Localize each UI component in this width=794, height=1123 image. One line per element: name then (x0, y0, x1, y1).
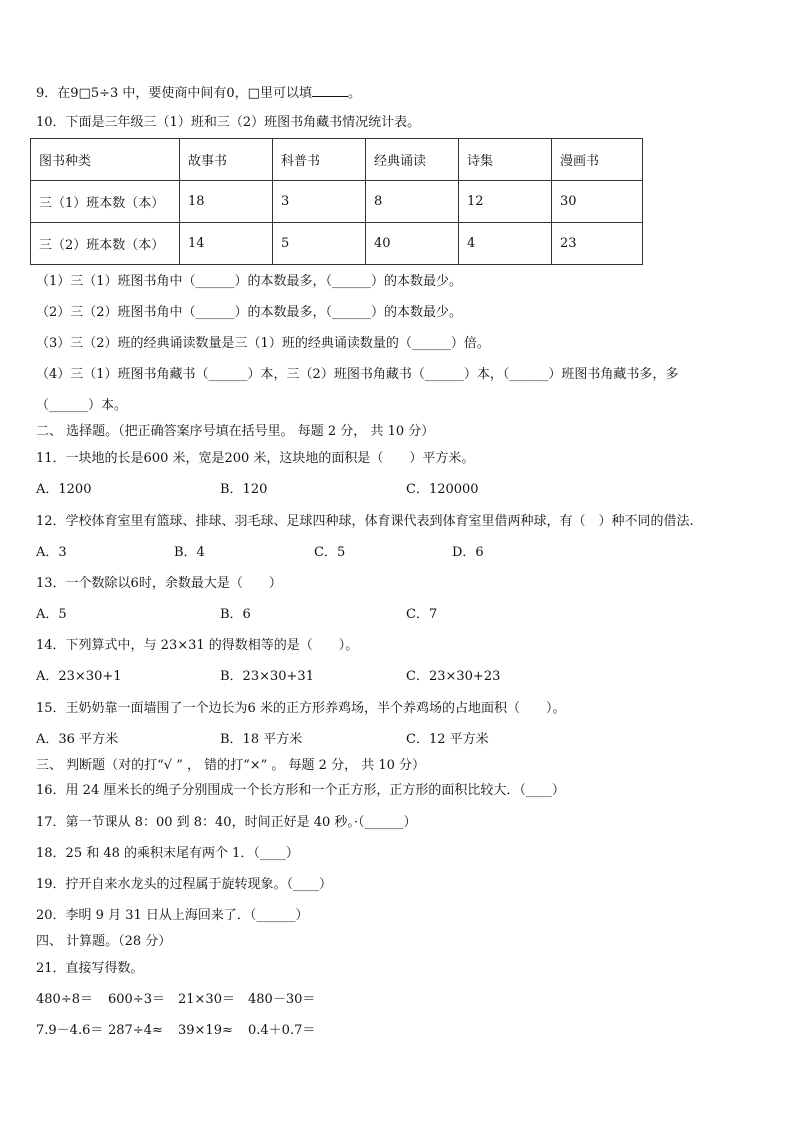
table-header-cell: 科普书 (273, 139, 366, 181)
option-c[interactable]: C．7 (406, 607, 438, 622)
calc-item: 0.4＋0.7＝ (248, 1023, 316, 1038)
option-a[interactable]: A．36 平方米 (36, 732, 119, 747)
question-10-sub-2: （2）三（2）班图书角中（______）的本数最多，（______）的本数最少。 (36, 305, 463, 320)
table-cell: 3 (273, 181, 366, 223)
section-heading-calculation: 四、 计算题。（28 分） (36, 934, 172, 949)
calc-item: 39×19≈ (178, 1023, 233, 1038)
question-9-text: 9．在9□5÷3 中，要使商中间有0，□里可以填 (36, 86, 312, 101)
table-cell: 18 (180, 181, 273, 223)
question-19: 19．拧开自来水龙头的过程属于旋转现象。（____） (36, 877, 333, 892)
option-a[interactable]: A．5 (36, 607, 67, 622)
option-c[interactable]: C．12 平方米 (406, 732, 489, 747)
table-header-cell: 诗集 (459, 139, 552, 181)
option-d[interactable]: D．6 (452, 545, 484, 560)
calc-item: 21×30＝ (178, 992, 235, 1007)
option-b[interactable]: B．120 (220, 482, 268, 497)
table-cell: 5 (273, 223, 366, 265)
table-header-cell: 图书种类 (31, 139, 180, 181)
calc-item: 600÷3＝ (108, 992, 165, 1007)
option-a[interactable]: A．1200 (36, 482, 92, 497)
question-16: 16．用 24 厘米长的绳子分别围成一个长方形和一个正方形，正方形的面积比较大．（____） (36, 783, 565, 798)
question-14: 14．下列算式中，与 23×31 的得数相等的是（ ）。 (36, 638, 359, 653)
option-b[interactable]: B．18 平方米 (220, 732, 303, 747)
option-b[interactable]: B．4 (174, 545, 205, 560)
question-9-end: 。 (347, 86, 361, 101)
table-cell: 12 (459, 181, 552, 223)
statistics-table (30, 138, 643, 265)
question-10-prompt: 10．下面是三年级三（1）班和三（2）班图书角藏书情况统计表。 (36, 115, 421, 130)
question-10-sub-4-cont: （______）本。 (36, 398, 128, 413)
question-12: 12．学校体育室里有篮球、排球、羽毛球、足球四种球，体育课代表到体育室里借两种球，有（ ）种不同的借法. (36, 514, 694, 529)
table-header-row (31, 139, 643, 181)
table-cell: 30 (552, 181, 643, 223)
table-header-cell: 故事书 (180, 139, 273, 181)
table-row (31, 223, 643, 265)
table-cell: 40 (366, 223, 459, 265)
option-a[interactable]: A．23×30+1 (36, 669, 122, 684)
question-10-sub-3: （3）三（2）班的经典诵读数量是三（1）班的经典诵读数量的（______）倍。 (36, 336, 490, 351)
calc-item: 7.9－4.6＝ (36, 1023, 104, 1038)
table-cell: 4 (459, 223, 552, 265)
option-c[interactable]: C．120000 (406, 482, 479, 497)
calc-item: 480－30＝ (248, 992, 316, 1007)
table-row (31, 181, 643, 223)
table-cell: 23 (552, 223, 643, 265)
question-17: 17．第一节课从 8：00 到 8：40，时间正好是 40 秒。·（______） (36, 815, 417, 830)
option-c[interactable]: C．5 (314, 545, 346, 560)
table-cell: 8 (366, 181, 459, 223)
question-21: 21．直接写得数。 (36, 961, 144, 976)
question-20: 20．李明 9 月 31 日从上海回来了．（______） (36, 908, 309, 923)
option-b[interactable]: B．6 (220, 607, 251, 622)
calc-item: 287÷4≈ (108, 1023, 163, 1038)
table-header-cell: 漫画书 (552, 139, 643, 181)
table-cell: 三（1）班本数（本） (31, 181, 180, 223)
question-10-sub-1: （1）三（1）班图书角中（______）的本数最多，（______）的本数最少。 (36, 274, 463, 289)
section-heading-judgement: 三、 判断题（对的打“√ ” ， 错的打“×” 。 每题 2 分， 共 10 分） (36, 758, 426, 773)
option-b[interactable]: B．23×30+31 (220, 669, 314, 684)
calc-item: 480÷8＝ (36, 992, 93, 1007)
question-9 (36, 84, 361, 102)
option-a[interactable]: A．3 (36, 545, 67, 560)
option-c[interactable]: C．23×30+23 (406, 669, 501, 684)
question-10-sub-4: （4）三（1）班图书角藏书（______）本，三（2）班图书角藏书（______）本，（______）班图书角藏书多，多 (36, 367, 679, 382)
section-heading-choice: 二、 选择题。（把正确答案序号填在括号里。 每题 2 分， 共 10 分） (36, 424, 435, 439)
question-15: 15．王奶奶靠一面墙围了一个边长为6 米的正方形养鸡场，半个养鸡场的占地面积（ ）。 (36, 701, 566, 716)
question-11: 11．一块地的长是600 米，宽是200 米，这块地的面积是（ ）平方米。 (36, 451, 475, 466)
answer-blank[interactable] (312, 84, 348, 97)
table-cell: 三（2）班本数（本） (31, 223, 180, 265)
question-13: 13．一个数除以6时，余数最大是（ ） (36, 576, 282, 591)
table-header-cell: 经典诵读 (366, 139, 459, 181)
table-cell: 14 (180, 223, 273, 265)
question-18: 18．25 和 48 的乘积末尾有两个 1．（____） (36, 846, 299, 861)
